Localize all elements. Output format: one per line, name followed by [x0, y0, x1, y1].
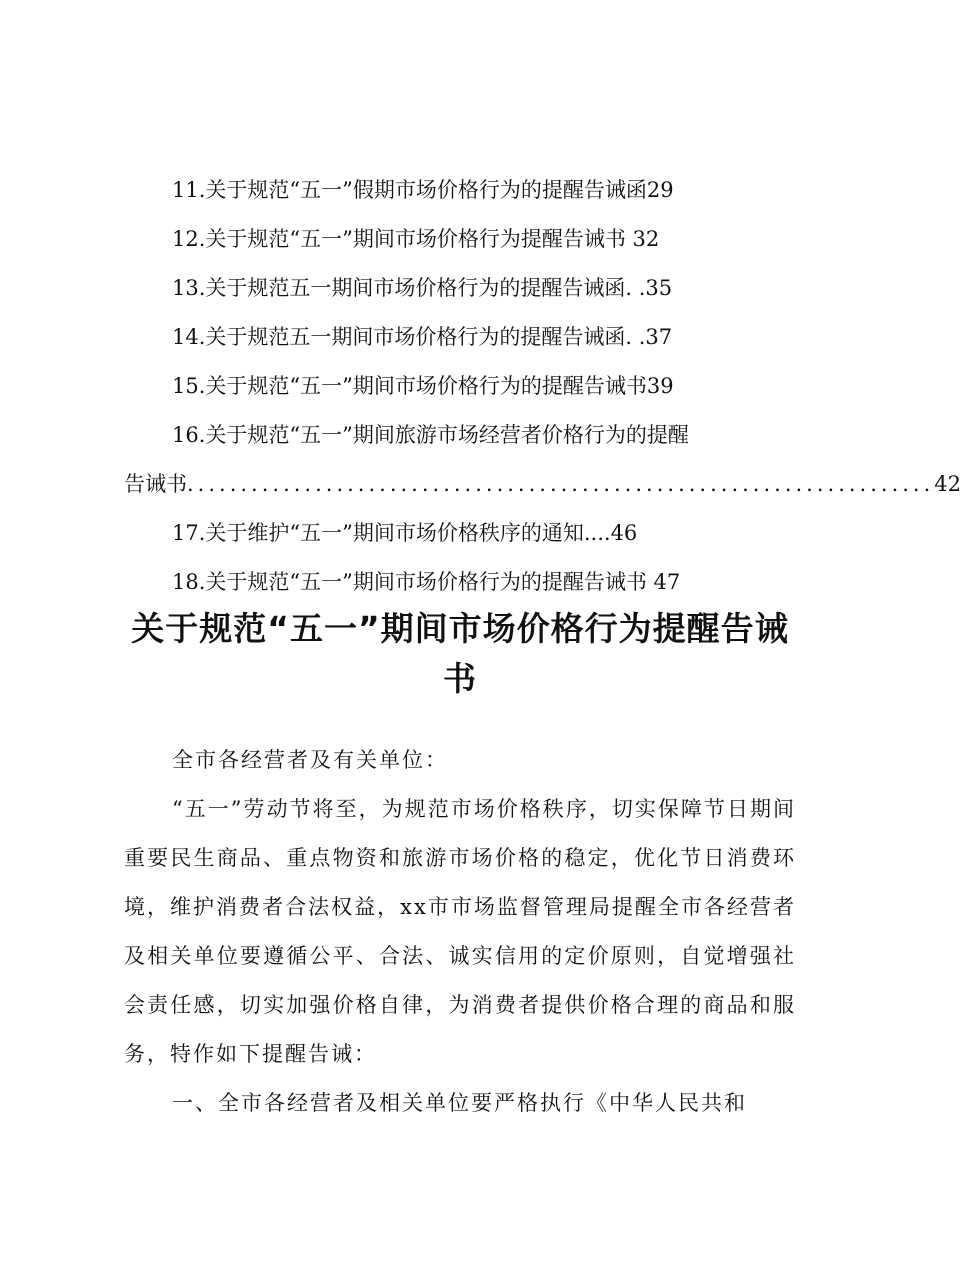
toc-item-16-line2 — [124, 460, 961, 509]
toc-item-13[interactable]: 13.关于规范五一期间市场价格行为的提醒告诫函. .35 — [172, 276, 673, 300]
table-of-contents — [124, 166, 961, 607]
toc-item-16-prefix: 告诫书 — [124, 472, 187, 496]
toc-item-15[interactable]: 15.关于规范“五一”期间市场价格行为的提醒告诫书39 — [172, 374, 674, 398]
toc-item-12[interactable]: 12.关于规范“五一”期间市场价格行为提醒告诫书 32 — [172, 227, 660, 251]
toc-item-16-page: 42 — [934, 472, 961, 496]
toc-item-11[interactable]: 11.关于规范“五一”假期市场价格行为的提醒告诫函29 — [172, 178, 674, 202]
toc-item-18[interactable]: 18.关于规范“五一”期间市场价格行为的提醒告诫书 47 — [172, 570, 681, 594]
toc-item-14[interactable]: 14.关于规范五一期间市场价格行为的提醒告诫函. .37 — [172, 325, 673, 349]
document-body — [124, 736, 796, 1128]
toc-item-17[interactable]: 17.关于维护“五一”期间市场价格秩序的通知....46 — [172, 521, 638, 545]
document-title: 关于规范“五一”期间市场价格行为提醒告诫书 — [131, 609, 789, 698]
paragraph-intro: “五一”劳动节将至，为规范市场价格秩序，切实保障节日期间重要民生商品、重点物资和旅游市场价格的稳定，优化节日消费环境，维护消费者合法权益，xx市市场监督管理局提醒全市各经营者及相关单位要遵循公平、合法、诚实信用的定价原则，自觉增强社会责任感，切实加强价格自律，为消费者提供价格合理的商品和服务，特作如下提醒告诫： — [124, 797, 796, 1066]
paragraph-item-1: 一、全市各经营者及相关单位要严格执行《中华人民共和 — [172, 1091, 747, 1115]
salutation: 全市各经营者及有关单位： — [172, 748, 448, 772]
toc-dot-leader: ...................................................................... — [187, 472, 935, 496]
toc-item-16[interactable] — [124, 411, 961, 509]
toc-item-16-line1: 16.关于规范“五一”期间旅游市场经营者价格行为的提醒 — [172, 423, 689, 447]
